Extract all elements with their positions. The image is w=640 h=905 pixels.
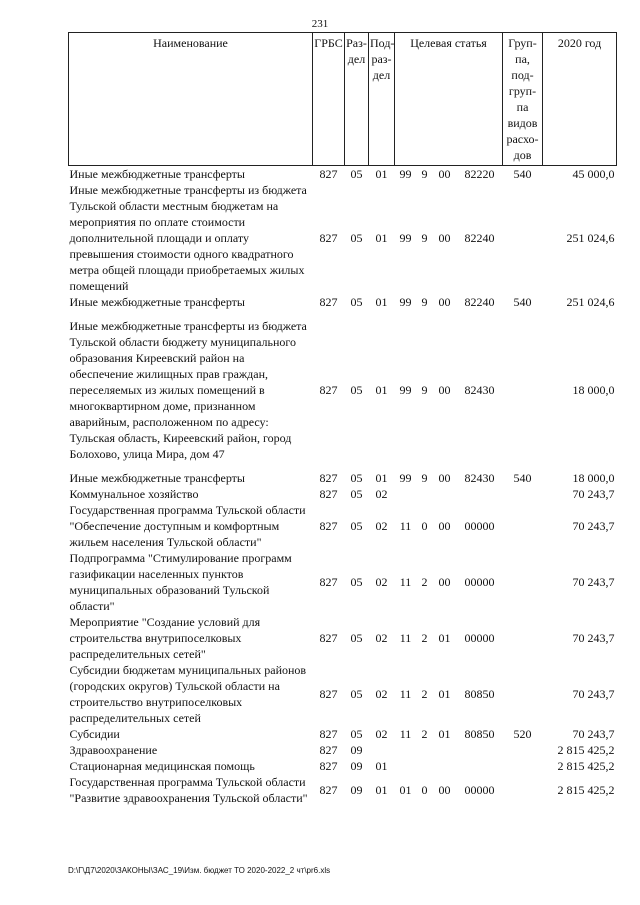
- cell-t4: [457, 742, 503, 758]
- table-row: [69, 742, 617, 758]
- cell-rz: 05: [350, 687, 363, 701]
- cell-pr: 01: [375, 471, 388, 485]
- cell-t2: 9: [421, 471, 428, 485]
- cell-grbs: 827: [319, 759, 338, 773]
- cell-grbs: 827: [319, 727, 338, 741]
- cell-grbs: 827: [319, 295, 338, 309]
- cell-amount: 2 815 425,2: [557, 759, 615, 773]
- cell-t1: 11: [399, 631, 412, 645]
- table-row: [69, 486, 617, 502]
- budget-table: [68, 32, 617, 806]
- table-row: [69, 310, 617, 462]
- cell-t1: 99: [399, 383, 412, 397]
- cell-pr: 02: [375, 575, 388, 589]
- cell-t1: 11: [399, 575, 412, 589]
- header-grbs: ГРБС: [313, 33, 345, 166]
- cell-name: Субсидии бюджетам муниципальных районов (городских округов) Тульской области на строительство внутрипоселковых распределительных сетей: [69, 663, 307, 725]
- cell-t4: [457, 758, 503, 774]
- cell-pr: [369, 742, 395, 758]
- cell-grbs: 827: [319, 631, 338, 645]
- cell-t3: 01: [438, 687, 451, 701]
- table-row: [69, 726, 617, 742]
- cell-vr: [503, 742, 543, 758]
- cell-rz: 05: [350, 471, 363, 485]
- cell-amount: 2 815 425,2: [557, 743, 615, 757]
- cell-t1: 99: [399, 231, 412, 245]
- cell-t1: [395, 758, 417, 774]
- cell-name: Иные межбюджетные трансферты: [69, 471, 245, 485]
- cell-name: Государственная программа Тульской области "Развитие здравоохранения Тульской области": [69, 775, 308, 805]
- cell-rz: 05: [350, 487, 363, 501]
- cell-t3: 00: [438, 471, 451, 485]
- cell-rz: 05: [350, 231, 363, 245]
- cell-t4: 00000: [464, 783, 495, 797]
- cell-pr: 02: [375, 727, 388, 741]
- cell-t2: 2: [421, 631, 428, 645]
- cell-amount: 2 815 425,2: [557, 783, 615, 797]
- cell-name: Иные межбюджетные трансферты из бюджета Тульской области местным бюджетам на мероприятия по оплате стоимости дополнительной площади и оплату превышения стоимости одного квадратного метра общей площади приобретаемых жилых помещений: [69, 183, 307, 293]
- cell-amount: 70 243,7: [572, 575, 615, 589]
- cell-name: Субсидии: [69, 727, 120, 741]
- cell-name: Коммунальное хозяйство: [69, 487, 199, 501]
- cell-t3: 00: [438, 383, 451, 397]
- cell-t4: 00000: [464, 519, 495, 533]
- cell-t3: 01: [438, 727, 451, 741]
- cell-t1: [395, 486, 417, 502]
- cell-grbs: 827: [319, 383, 338, 397]
- cell-t4: 82240: [464, 295, 495, 309]
- cell-t1: 11: [399, 519, 412, 533]
- table-row: [69, 462, 617, 486]
- cell-t3: 01: [438, 631, 451, 645]
- cell-vr: [503, 758, 543, 774]
- budget-table-wrapper: [68, 32, 616, 806]
- cell-name: Стационарная медицинская помощь: [69, 759, 255, 773]
- cell-t4: 82220: [464, 167, 495, 181]
- cell-vr: [503, 662, 543, 726]
- cell-t1: 01: [399, 783, 412, 797]
- table-row: [69, 182, 617, 294]
- cell-vr: [503, 774, 543, 806]
- cell-grbs: 827: [319, 471, 338, 485]
- cell-t2: 2: [421, 575, 428, 589]
- table-row: [69, 662, 617, 726]
- cell-t4: 82430: [464, 471, 495, 485]
- cell-vr: [503, 550, 543, 614]
- table-row: [69, 614, 617, 662]
- header-target: Целевая статья: [395, 33, 503, 166]
- cell-pr: 02: [375, 519, 388, 533]
- cell-t3: 00: [438, 167, 451, 181]
- cell-vr: 540: [513, 295, 532, 309]
- cell-pr: 01: [375, 759, 388, 773]
- cell-amount: 251 024,6: [566, 231, 615, 245]
- cell-rz: 05: [350, 727, 363, 741]
- cell-t2: 9: [421, 231, 428, 245]
- header-year: 2020 год: [543, 33, 617, 166]
- cell-amount: 70 243,7: [572, 487, 615, 501]
- cell-rz: 09: [350, 759, 363, 773]
- cell-name: Государственная программа Тульской области "Обеспечение доступным и комфортным жильем населения Тульской области": [69, 503, 306, 549]
- table-row: [69, 166, 617, 183]
- header-razdel: Раз-дел: [345, 33, 369, 166]
- cell-t2: 2: [421, 687, 428, 701]
- cell-t2: [417, 758, 433, 774]
- cell-grbs: 827: [319, 519, 338, 533]
- cell-t4: [457, 486, 503, 502]
- cell-pr: 01: [375, 783, 388, 797]
- cell-rz: 09: [350, 743, 363, 757]
- cell-pr: 01: [375, 383, 388, 397]
- table-body: [69, 166, 617, 807]
- cell-t2: 9: [421, 167, 428, 181]
- cell-t1: 99: [399, 295, 412, 309]
- cell-amount: 251 024,6: [566, 295, 615, 309]
- cell-t3: 00: [438, 519, 451, 533]
- cell-rz: 05: [350, 295, 363, 309]
- cell-t2: 0: [421, 783, 428, 797]
- cell-vr: [503, 310, 543, 462]
- table-row: [69, 774, 617, 806]
- cell-t2: [417, 486, 433, 502]
- cell-rz: 05: [350, 167, 363, 181]
- cell-rz: 05: [350, 519, 363, 533]
- cell-t1: [395, 742, 417, 758]
- cell-amount: 70 243,7: [572, 727, 615, 741]
- cell-pr: 02: [375, 487, 388, 501]
- cell-t2: [417, 742, 433, 758]
- cell-rz: 05: [350, 575, 363, 589]
- cell-t4: 00000: [464, 575, 495, 589]
- cell-t3: 00: [438, 575, 451, 589]
- cell-t4: 82240: [464, 231, 495, 245]
- cell-t1: 99: [399, 471, 412, 485]
- cell-grbs: 827: [319, 167, 338, 181]
- cell-name: Иные межбюджетные трансферты из бюджета Тульской области бюджету муниципального образования Киреевский район на обеспечение жилищных прав граждан, переселяемых из жилых помещений в многоквартирном доме, признанном аварийным, расположенном по адресу: Тульская область, Киреевский район, город Болохово, улица Мира, дом 47: [69, 319, 307, 461]
- cell-t4: 80850: [464, 687, 495, 701]
- cell-t1: 11: [399, 687, 412, 701]
- cell-amount: 45 000,0: [572, 167, 615, 181]
- cell-rz: 09: [350, 783, 363, 797]
- file-path-footer: D:\Г\Д7\2020\ЗАКОНЫ\ЗАС_19\Изм. бюджет ТО 2020-2022_2 чт\pr6.xls: [68, 866, 331, 875]
- cell-grbs: 827: [319, 743, 338, 757]
- cell-vr: 520: [513, 727, 532, 741]
- cell-t2: 2: [421, 727, 428, 741]
- cell-t3: [433, 742, 457, 758]
- header-group: Груп-па, под-груп-па видов расхо-дов: [503, 33, 543, 166]
- cell-grbs: 827: [319, 687, 338, 701]
- cell-amount: 18 000,0: [572, 471, 615, 485]
- cell-name: Иные межбюджетные трансферты: [69, 295, 245, 309]
- cell-grbs: 827: [319, 487, 338, 501]
- cell-t2: 9: [421, 383, 428, 397]
- cell-t3: [433, 486, 457, 502]
- cell-pr: 01: [375, 295, 388, 309]
- cell-pr: 01: [375, 167, 388, 181]
- cell-vr: [503, 486, 543, 502]
- cell-vr: [503, 182, 543, 294]
- cell-t2: 9: [421, 295, 428, 309]
- cell-rz: 05: [350, 631, 363, 645]
- table-row: [69, 550, 617, 614]
- header-row: [69, 33, 617, 166]
- table-row: [69, 758, 617, 774]
- cell-vr: 540: [513, 471, 532, 485]
- cell-t3: [433, 758, 457, 774]
- cell-amount: 70 243,7: [572, 519, 615, 533]
- cell-t4: 00000: [464, 631, 495, 645]
- cell-amount: 18 000,0: [572, 383, 615, 397]
- header-podrazdel: Под-раз-дел: [369, 33, 395, 166]
- table-row: [69, 502, 617, 550]
- cell-amount: 70 243,7: [572, 631, 615, 645]
- cell-pr: 02: [375, 687, 388, 701]
- cell-t3: 00: [438, 783, 451, 797]
- cell-vr: [503, 614, 543, 662]
- cell-t3: 00: [438, 295, 451, 309]
- cell-t4: 82430: [464, 383, 495, 397]
- cell-t1: 99: [399, 167, 412, 181]
- table-row: [69, 294, 617, 310]
- cell-t3: 00: [438, 231, 451, 245]
- cell-amount: 70 243,7: [572, 687, 615, 701]
- cell-name: Иные межбюджетные трансферты: [69, 167, 245, 181]
- page-number: 231: [311, 18, 329, 30]
- cell-t4: 80850: [464, 727, 495, 741]
- cell-name: Подпрограмма "Стимулирование программ газификации населенных пунктов муниципальных образований Тульской области": [69, 551, 292, 613]
- cell-name: Здравоохранение: [69, 743, 158, 757]
- cell-grbs: 827: [319, 575, 338, 589]
- cell-rz: 05: [350, 383, 363, 397]
- cell-pr: 02: [375, 631, 388, 645]
- cell-pr: 01: [375, 231, 388, 245]
- cell-grbs: 827: [319, 783, 338, 797]
- cell-grbs: 827: [319, 231, 338, 245]
- cell-vr: [503, 502, 543, 550]
- cell-t2: 0: [421, 519, 428, 533]
- cell-vr: 540: [513, 167, 532, 181]
- header-name: Наименование: [69, 33, 313, 166]
- cell-name: Мероприятие "Создание условий для строительства внутрипоселковых распределительных сетей": [69, 615, 261, 661]
- cell-t1: 11: [399, 727, 412, 741]
